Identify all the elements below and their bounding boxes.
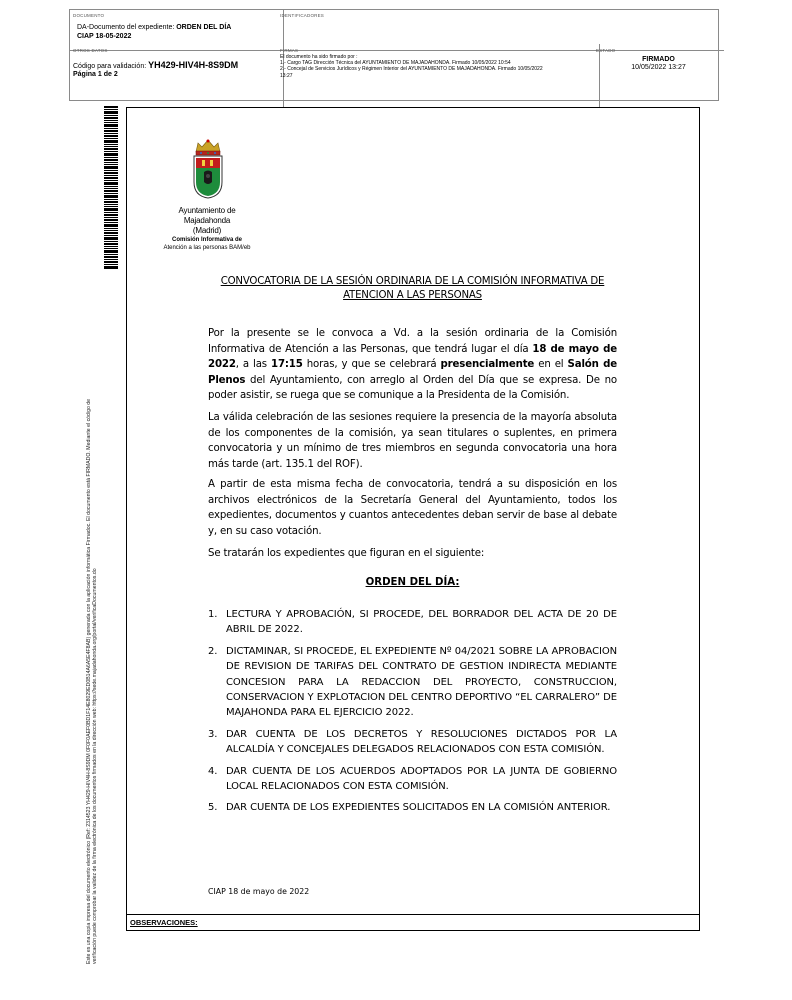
org-line-1: Ayuntamiento de: [178, 206, 236, 215]
p1-text-g: en el: [534, 359, 568, 370]
paragraph-documentation: A partir de esta misma fecha de convocatoria, tendrá a su disposición en los archivos electrónicos de la Secretaría General del Ayuntamiento, todos los expedientes, documentos y cuantos antecedentes deban servir de base al debate y, en su caso votación.: [208, 479, 617, 537]
p1-text-i: del Ayuntamiento, con arreglo al Orden del Día que se expresa. De no poder asistir, se ruega que se comunique a la Presidenta de la Comisión.: [208, 374, 617, 401]
org-line-5: Atención a las personas BAM/eb: [163, 245, 251, 251]
firma-1: 1.- Cargo TAG Dirección Técnica del AYUNTAMIENTO DE MAJADAHONDA. Firmado 10/05/2022 10:54: [280, 60, 511, 67]
p1-date: 18 de mayo de 2022: [208, 343, 617, 370]
agenda-item: [208, 727, 617, 758]
otros-datos-label: OTROS DATOS: [73, 48, 108, 53]
coat-of-arms-icon: [190, 138, 226, 200]
verification-line-1: Este es una copia impresa del documento electrónico (Ref: 2314523 YH429-HIV4H-8S9DM 0F0F0AEF0BD1F14E8029ED0B14A6A5E4F8AB) generada con la aplicación informática Firmadoc. El documento está FIRMADO. Mediante el código de: [86, 398, 92, 964]
organization-block: [152, 206, 262, 252]
firmas-cell: [277, 44, 600, 108]
document-header: [69, 9, 719, 101]
firma-2-time: 13:27: [280, 72, 293, 79]
codigo-prefix: Código para validación:: [73, 63, 149, 70]
verification-line-2: verificación puede comprobar la validez de la firma electrónica de los documentos firmados en la dirección web: https://sede.majadahonda.org/portal/verificaDocumentos.do: [92, 568, 99, 964]
agenda-item: [208, 607, 617, 638]
observaciones-label: OBSERVACIONES:: [130, 918, 198, 927]
paragraph-convocatoria: [208, 326, 617, 404]
estado-cell: [593, 44, 724, 108]
estado-value: FIRMADO: [642, 56, 675, 63]
verification-side-text: [86, 304, 99, 964]
agenda-item-text: DICTAMINAR, SI PROCEDE, EL EXPEDIENTE Nº 04/2021 SOBRE LA APROBACION DE REVISION DE TARIFAS DEL CONTRATO DE GESTION INDIRECTA MEDIANTE CONCESION PARA LA REDACCION DEL PROYECTO, CONSTRUCCION, CONSERVACION Y EXPLOTACION DEL CENTRO DEPORTIVO “EL CARRALERO” DE MAJAHONDA PARA EL EJERCICIO 2022.: [226, 645, 617, 719]
orden-del-dia-title: ORDEN DEL DÍA:: [365, 577, 460, 588]
org-line-4: Comisión Informativa de: [171, 237, 242, 243]
agenda-item-number: 2.: [208, 645, 218, 657]
paragraph-intro-orden: Se tratarán los expedientes que figuran en el siguiente:: [208, 548, 485, 559]
agenda-item: [208, 644, 617, 721]
firma-2: 2.- Concejal de Servicios Jurídicos y Régimen Interior del AYUNTAMIENTO DE MAJADAHONDA. Firmado 10/05/2022: [280, 66, 543, 73]
agenda-item-number: 4.: [208, 765, 218, 777]
agenda-item-number: 3.: [208, 728, 218, 740]
identificadores-label: IDENTIFICADORES: [280, 13, 325, 18]
title-line-2: ATENCION A LAS PERSONAS: [343, 290, 482, 301]
otros-datos-cell: [70, 44, 284, 108]
agenda-item-text: DAR CUENTA DE LOS EXPEDIENTES SOLICITADOS EN LA COMISIÓN ANTERIOR.: [226, 802, 611, 814]
title-line-1: CONVOCATORIA DE LA SESIÓN ORDINARIA DE LA COMISIÓN INFORMATIVA DE: [220, 276, 605, 287]
agenda-list: [208, 607, 617, 822]
agenda-item-text: LECTURA Y APROBACIÓN, SI PROCEDE, DEL BORRADOR DEL ACTA DE 20 DE ABRIL DE 2022.: [226, 609, 617, 636]
barcode-icon: [104, 106, 118, 270]
p1-mode: presencialmente: [440, 359, 535, 370]
documento-line: [77, 24, 280, 31]
p1-text-e: horas, y que se celebrará: [302, 359, 441, 370]
validation-code: [73, 60, 280, 70]
firmas-list: [280, 54, 596, 79]
ciap-code: CIAP 18-05-2022: [77, 33, 132, 40]
agenda-item: [208, 764, 617, 795]
org-line-2: Majadahonda: [183, 216, 231, 225]
agenda-item: [208, 800, 617, 815]
estado-label: ESTADO: [596, 48, 616, 53]
agenda-item-number: 5.: [208, 802, 218, 814]
firmas-intro: El documento ha sido firmado por :: [280, 54, 358, 60]
documento-value: ORDEN DEL DÍA: [176, 24, 232, 31]
codigo-value: YH429-HIV4H-8S9DM: [148, 60, 239, 70]
agenda-item-text: DAR CUENTA DE LOS ACUERDOS ADOPTADOS POR LA JUNTA DE GOBIERNO LOCAL RELACIONADOS CON ESTA COMISIÓN.: [226, 765, 617, 793]
p1-text-a: Por la presente se le convoca a Vd. a la sesión ordinaria de la Comisión Informativa de Atención a las Personas, que tendrá lugar el día: [208, 328, 617, 355]
observaciones-box: [127, 914, 699, 930]
agenda-item-text: DAR CUENTA DE LOS DECRETOS Y RESOLUCIONES DICTADOS POR LA ALCALDÍA Y CONCEJALES DELEGADOS RELACIONADOS CON ESTA COMISIÓN.: [226, 728, 617, 756]
firmas-label: FIRMAS: [280, 48, 299, 53]
documento-prefix: DA-Documento del expediente:: [77, 24, 177, 31]
paragraph-quorum: La válida celebración de las sesiones requiere la presencia de la mayoría absoluta de los componentes de la comisión, ya sean titulares o suplentes, en primera convocatoria y un mínimo de tres miembros en segunda convocatoria una hora más tarde (art. 135.1 del ROF).: [208, 412, 617, 470]
p1-time: 17:15: [271, 359, 303, 370]
estado-date: 10/05/2022 13:27: [631, 64, 686, 71]
document-title: [208, 275, 617, 303]
footer-reference: CIAP 18 de mayo de 2022: [208, 887, 310, 896]
org-line-3: (Madrid): [192, 226, 222, 235]
documento-label: DOCUMENTO: [73, 13, 105, 18]
agenda-item-number: 1.: [208, 609, 218, 620]
p1-text-c: , a las: [235, 359, 271, 370]
p1-place: Salón de Plenos: [208, 359, 617, 386]
page-count: Página 1 de 2: [73, 71, 118, 78]
